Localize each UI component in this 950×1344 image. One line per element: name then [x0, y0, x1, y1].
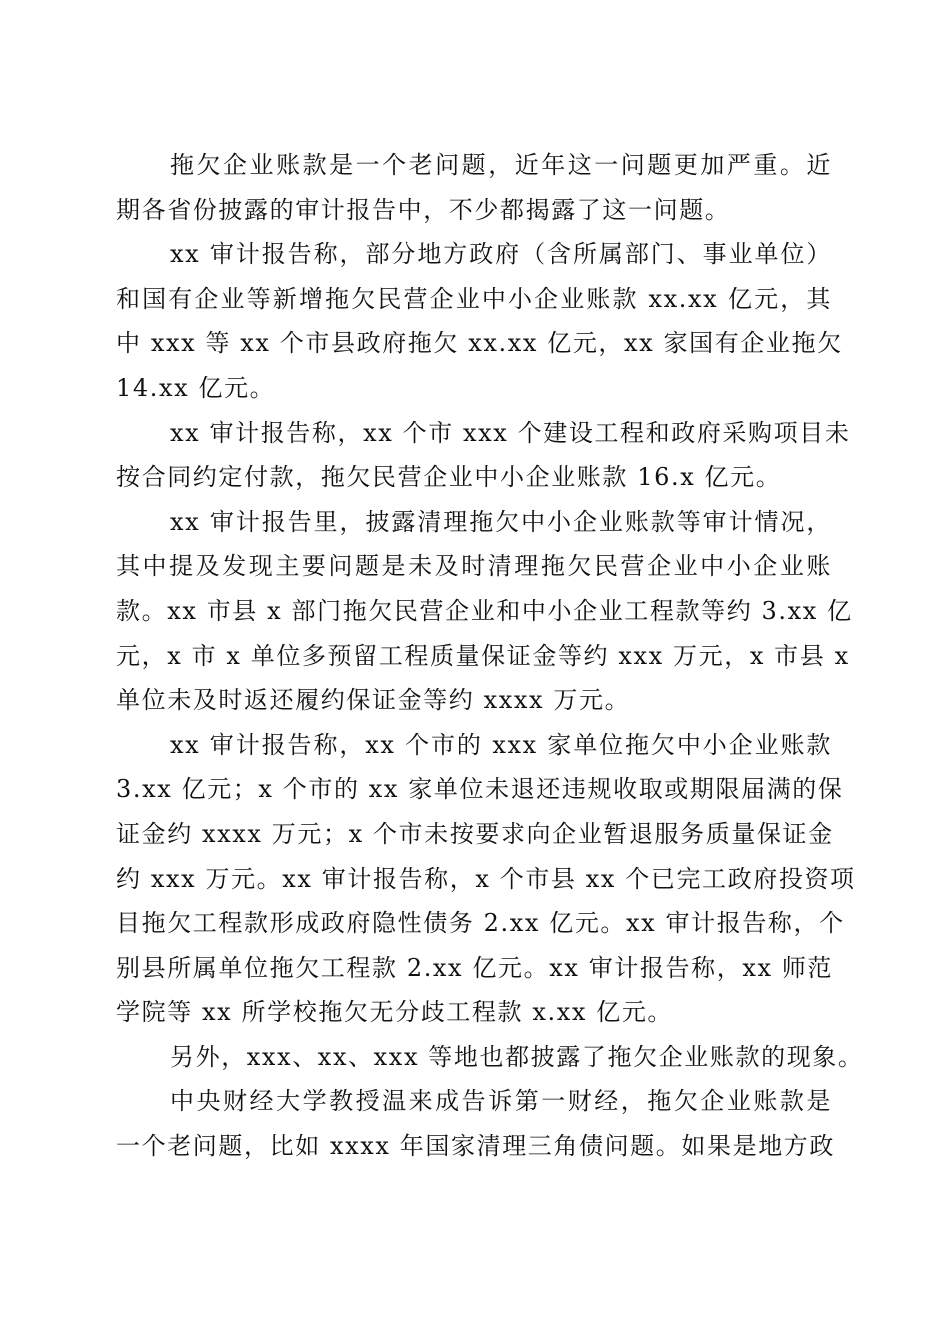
text-line: 拖欠企业账款是一个老问题，近年这一问题更加严重。近 — [170, 151, 832, 179]
text-line: 期各省份披露的审计报告中，不少都揭露了这一问题。 — [116, 195, 731, 224]
text-line: 中 xxx 等 xx 个市县政府拖欠 xx.xx 亿元，xx 家国有企业拖欠 — [116, 329, 843, 358]
text-line: 约 xxx 万元。xx 审计报告称，x 个市县 xx 个已完工政府投资项 — [116, 864, 856, 893]
text-line: 其中提及发现主要问题是未及时清理拖欠民营企业中小企业账 — [116, 552, 832, 581]
text-line: 学院等 xx 所学校拖欠无分歧工程款 x.xx 亿元。 — [116, 998, 674, 1027]
paragraph-audit-4 — [116, 723, 856, 1035]
paragraph-other-regions — [116, 1035, 864, 1080]
paragraph-audit-1 — [116, 232, 843, 410]
text-line: 另外，xxx、xx、xxx 等地也都披露了拖欠企业账款的现象。 — [170, 1042, 864, 1071]
text-line: 3.xx 亿元；x 个市的 xx 家单位未退还违规收取或期限届满的保 — [116, 775, 844, 804]
document-page — [116, 143, 864, 1169]
text-line: 一个老问题，比如 xxxx 年国家清理三角债问题。如果是地方政 — [116, 1132, 835, 1161]
text-line: xx 审计报告称，xx 个市 xxx 个建设工程和政府采购项目未 — [170, 418, 851, 447]
text-line: 元，x 市 x 单位多预留工程质量保证金等约 xxx 万元，x 市县 x — [116, 641, 850, 670]
paragraph-expert-quote — [116, 1079, 835, 1168]
text-line: xx 审计报告里，披露清理拖欠中小企业账款等审计情况， — [170, 507, 832, 536]
text-line: 和国有企业等新增拖欠民营企业中小企业账款 xx.xx 亿元，其 — [116, 284, 832, 313]
text-line: 单位未及时返还履约保证金等约 xxxx 万元。 — [116, 686, 631, 715]
text-line: 款。xx 市县 x 部门拖欠民营企业和中小企业工程款等约 3.xx 亿 — [116, 596, 853, 625]
text-line: 证金约 xxxx 万元；x 个市未按要求向企业暂退服务质量保证金 — [116, 819, 834, 848]
text-line: 14.xx 亿元。 — [116, 373, 276, 402]
text-line: 目拖欠工程款形成政府隐性债务 2.xx 亿元。xx 审计报告称，个 — [116, 909, 845, 938]
text-line: 按合同约定付款，拖欠民营企业中小企业账款 16.x 亿元。 — [116, 463, 782, 492]
text-line: 别县所属单位拖欠工程款 2.xx 亿元。xx 审计报告称，xx 师范 — [116, 953, 834, 982]
text-line: xx 审计报告称，xx 个市的 xxx 家单位拖欠中小企业账款 — [170, 730, 832, 759]
text-line: 中央财经大学教授温来成告诉第一财经，拖欠企业账款是 — [170, 1087, 832, 1116]
paragraph-intro — [116, 143, 832, 232]
paragraph-audit-3 — [116, 500, 853, 723]
text-line: xx 审计报告称，部分地方政府（含所属部门、事业单位） — [170, 240, 832, 269]
paragraph-audit-2 — [116, 411, 851, 500]
